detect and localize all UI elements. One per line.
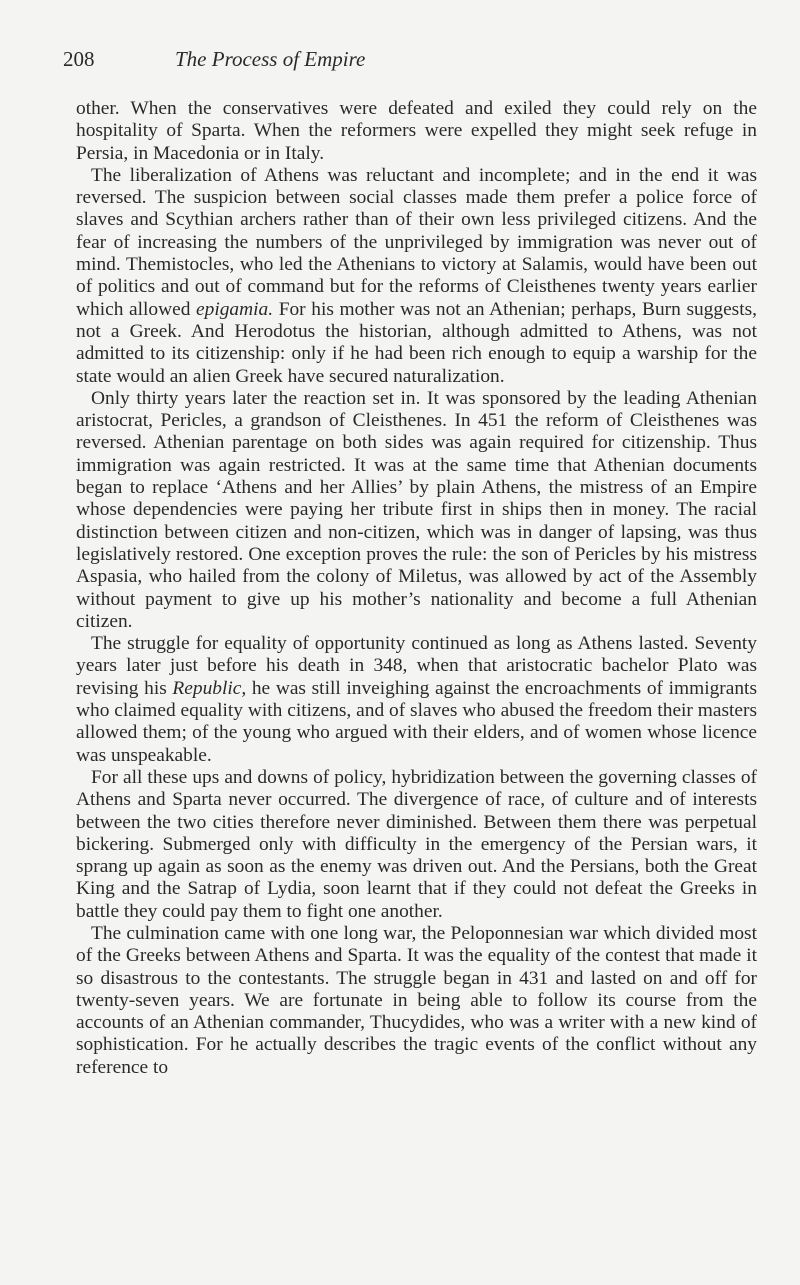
paragraph-6: The culmination came with one long war, the Peloponnesian war which divided most of the Greeks between Athens and Sparta. It was the equality of the contest that made it so disastrous to the contestants. The struggle began in 431 and lasted on and off for twenty-seven years. We are fortunate in being able to follow its course from the accounts of an Athenian commander, Thucydides, who was a writer with a new kind of sophistication. For he actually describes the tragic events of the conflict without any reference to — [76, 922, 757, 1078]
paragraph-3: Only thirty years later the reaction set in. It was sponsored by the leading Athenian aristocrat, Pericles, a grandson of Cleisthenes. In 451 the reform of Cleisthenes was reversed. Athenian parentage on both sides was again required for citizenship. Thus immigration was again restricted. It was at the same time that Athenian documents began to replace ‘Athens and her Allies’ by plain Athens, the mistress of an Empire whose dependencies were paying her tribute first in ships then in money. The racial distinction between citizen and non-citizen, which was in danger of lapsing, was thus legislatively restored. One exception proves the rule: the son of Pericles by his mistress Aspasia, who hailed from the colony of Miletus, was allowed by act of the Assembly without payment to give up his mother’s nationality and become a full Athenian citizen. — [76, 387, 757, 632]
paragraph-4: The struggle for equality of opportunity continued as long as Athens lasted. Seventy years later just before his death in 348, when that aristocratic bachelor Plato was revising his Republic, he was still inveighing against the encroachments of immigrants who claimed equality with citizens, and of slaves who abused the freedom their masters allowed them; of the young who argued with their elders, and of women whose licence was unspeakable. — [76, 633, 757, 766]
page-number: 208 — [63, 47, 95, 71]
italic-epigamia: epigamia. — [196, 298, 274, 320]
running-title: The Process of Empire — [175, 47, 366, 71]
italic-republic: Republic, — [172, 677, 247, 699]
paragraph-1: other. When the conservatives were defeated and exiled they could rely on the hospitality of Sparta. When the reformers were expelled they might seek refuge in Persia, in Macedonia or in Italy. — [76, 98, 757, 164]
paragraph-2: The liberalization of Athens was reluctant and incomplete; and in the end it was reversed. The suspicion between social classes made them prefer a police force of slaves and Scythian archers rather than of their own less privileged citizens. And the fear of increasing the numbers of the unprivileged by immigration was never out of mind. Themistocles, who led the Athenians to victory at Salamis, would have been out of politics and out of command but for the reforms of Cleisthenes twenty years earlier which allowed epigamia. For his mother was not an Athenian; perhaps, Burn suggests, not a Greek. And Herodotus the historian, although admitted to Athens, was not admitted to its citizenship: only if he had been rich enough to equip a warship for the state would an alien Greek have secured naturalization. — [76, 164, 758, 387]
paragraph-5: For all these ups and downs of policy, hybridization between the governing classes of Athens and Sparta never occurred. The divergence of race, of culture and of interests between the two cities therefore never diminished. Between them there was perpetual bickering. Submerged only with difficulty in the emergency of the Persian wars, it sprang up again as soon as the enemy was driven out. And the Persians, both the Great King and the Satrap of Lydia, soon learnt that if they could not defeat the Greeks in battle they could pay them to fight one another. — [76, 766, 757, 922]
body-text — [76, 98, 757, 1079]
running-head — [63, 44, 753, 74]
